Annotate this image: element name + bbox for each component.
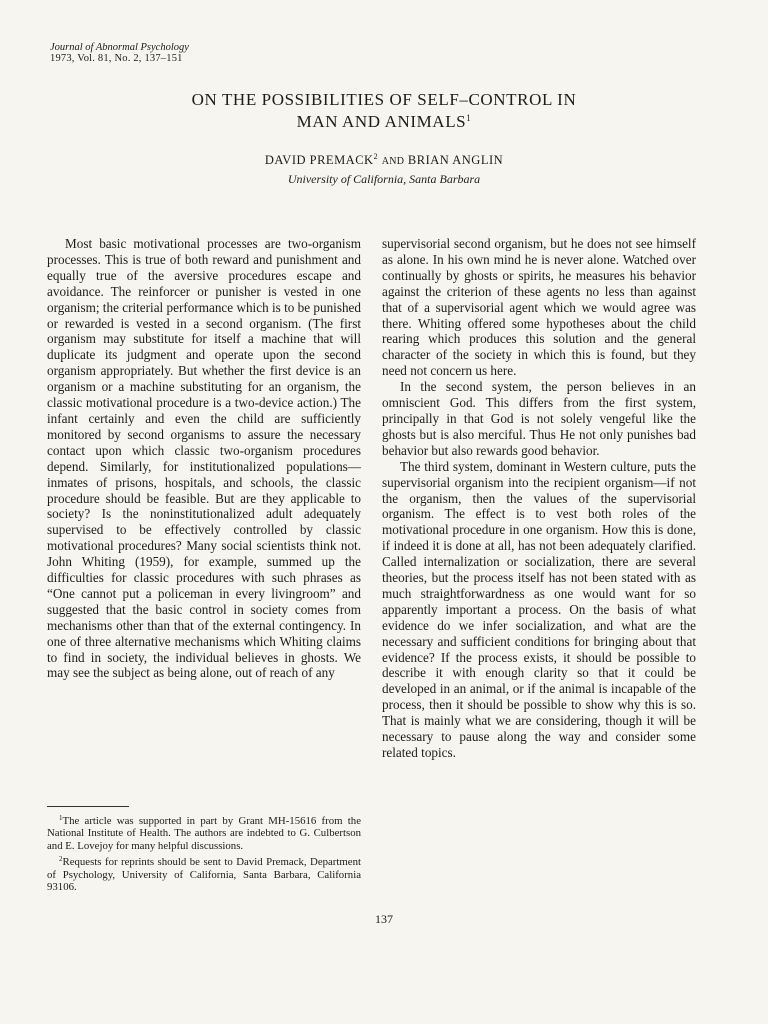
footnote-2-mark: 2 xyxy=(59,855,63,864)
paragraph-right-3: The third system, dominant in Western culture, puts the supervisorial organism into the recipient organism—if not the organism, then the values of the supervisorial organism. The effect is to vest both roles of the motivational procedure in one organism. How this is done, if indeed it is done at all, has not been adequately clarified. Called internalization or socialization, there are several theories, but the process itself has not been stated with as much straightforwardness as one would want for so apparently important a process. On the basis of what evidence do we infer socialization, and what are the necessary and sufficient conditions for bringing about that evidence? If the process exists, it should be possible to describe it with enough clarity so that it could be developed in an animal, or if the animal is incapable of the process, then it should be possible to show why this is so. That is mainly what we are considering, though it will be necessary to pause along the way and consider some related topics. xyxy=(382,458,696,760)
footnote-2 xyxy=(47,853,361,893)
author-second: BRIAN ANGLIN xyxy=(407,153,504,167)
paragraph-right-2: In the second system, the person believes in an omniscient God. This differs from the first system, principally in that God is not solely vengeful like the ghosts but is also merciful. Thus He not only punishes bad behavior but also rewards good behavior. xyxy=(382,379,696,458)
title-line-2-text: MAN AND ANIMALS xyxy=(296,112,467,131)
footnote-1-mark: 1 xyxy=(59,814,63,822)
footnotes xyxy=(47,812,361,894)
author-affiliation: University of California, Santa Barbara xyxy=(287,172,481,186)
footnote-1-text: The article was supported in part by Grant MH-15616 from the National Institute of Health. The authors are indebted to G. Culbertson and E. Lovejoy for many helpful discussions. xyxy=(47,815,361,852)
paragraph-left-1: Most basic motivational processes are two-organism processes. This is true of both reward and punishment and equally true of the aversive procedures escape and avoidance. The reinforcer or punisher is vested in one organism; the criterial performance which is to be punished or rewarded is vested in a second organism. (The first organism may substitute for itself a machine that will duplicate its judgment and operate upon the second organism appropriately. But whether the first device is an organism or a machine substituting for an organism, the classic motivational procedure is a two-device action.) The infant certainly and even the child are sufficiently monitored by second organisms to assure the necessary contact upon which classic two-organism procedures depend. Similarly, for institutionalized populations—inmates of prisons, hospitals, and schools, the classic procedure should be feasible. But are they applicable to society? Is the noninstitutionalized adult adequately supervised to be effectively controlled by classic motivational procedures? Many social scientists think not. John Whiting (1959), for example, summed up the difficulties for classic procedures with such phrases as “One cannot put a policeman in every livingroom” and suggested that the basic control in society comes from mechanisms other than that of the external contingency. In one of three alternative mechanisms which Whiting claims to find in society, the individual believes in ghosts. We may see the subject as being alone, out of reach of any xyxy=(47,236,361,681)
title-line-1: ON THE POSSIBILITIES OF SELF–CONTROL IN xyxy=(191,90,577,109)
author-conjunction: AND xyxy=(381,156,405,167)
title-footnote-mark: 1 xyxy=(466,113,472,123)
journal-volume: 1973, Vol. 81, No. 2, 137–151 xyxy=(50,53,183,64)
journal-name: Journal of Abnormal Psychology xyxy=(50,42,189,53)
paragraph-right-1: supervisorial second organism, but he does not see himself as alone. In his own mind he is never alone. Watched over continually by ghosts or spirits, he measures his behavior against the criterion of these agents no less than against that of a supervisorial agent which we would agree was there. Whiting offered some hypotheses about the child rearing which produces this solution and the general character of the society in which this is found, but they need not concern us here. xyxy=(382,236,696,379)
body-column-left xyxy=(47,236,361,681)
author-first: DAVID PREMACK xyxy=(264,153,374,167)
author-footnote-mark: 2 xyxy=(373,152,379,161)
author-line xyxy=(0,152,768,168)
footnote-divider xyxy=(47,806,129,807)
page-number: 137 xyxy=(375,912,393,926)
footnote-2-text: Requests for reprints should be sent to David Premack, Department of Psychology, University of California, Santa Barbara, California 93106. xyxy=(47,856,361,894)
title-line-2 xyxy=(0,109,768,131)
article-title xyxy=(0,90,768,131)
footnote-1 xyxy=(47,812,361,852)
journal-citation xyxy=(50,42,189,64)
body-column-right xyxy=(382,236,696,761)
